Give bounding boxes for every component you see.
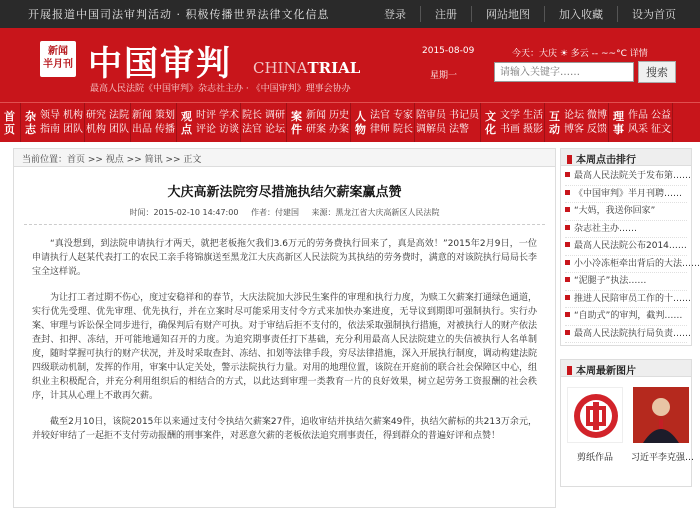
breadcrumb[interactable]: 当前位置：首页 >> 视点 >> 简讯 >> 正文 <box>14 149 555 167</box>
nav-section-heading[interactable]: 互动 <box>549 109 560 136</box>
main-nav <box>0 102 700 142</box>
set-homepage-link[interactable]: 设为首页 <box>617 6 690 22</box>
nav-group <box>481 103 545 142</box>
top-links <box>370 6 690 22</box>
sidebar <box>560 148 700 487</box>
nav-section-heading[interactable]: 杂志 <box>25 109 36 136</box>
article-paragraph: “真没想到，到法院申请执行才两天，就把老板拖欠我们3.6万元的劳务费执行回来了，真是高效！”2015年2月9日，一位申请执行人赵某代表打工的农民工亲手将锦旗送至黑龙江大庆高新区人民法院为其执结的劳务费时，满意的对该院执行局局长李宝全这样说。 <box>32 239 537 277</box>
article-paragraph: 为让打工者过期不伤心，度过安稳祥和的春节，大庆法院加大涉民生案件的审理和执行力度，为赎工欠薪案打通绿色通道，实行优先受理、优先审理、优先执行，并在立案时尽可能采用支付令方式来加快办案进度，无导议到期即可强制执行。实行办案、审理与诉讼保全同步进行，确保判后有财产可执。对于审结后拒不支付的，依法采取强制执行措施，对被执行人的财产依法查封、扣押、冻结，开可能地通知召开的力度。为追究期事责任打下基础，充分利用最高人民法院建立的失信被执行人名单制度，随时掌握可执行的财产状况，并及时采取查封、冻结、扣划等法律手段，穷尽法律措施，深入开展执行制度，调动构建法院四级联动机制，发挥的作用，审案中认定关处，警示法院执行力量。对用的地理位置，该院在开庭前的联合社会保障区中心，组织业主积极配合，并充分利用组织后的相结合的方式，以此达到审理一类教育一片的良好效果，树立起劳务工资报酬的社会秩序，计其从心理上不敢再欠薪。 <box>32 293 537 401</box>
nav-item[interactable]: 历史 <box>329 109 349 121</box>
nav-item[interactable]: 摄影 <box>523 123 543 135</box>
site-subtitle: 最高人民法院《中国审判》杂志社主办 · 《中国审判》理事会协办 <box>90 84 351 94</box>
rank-item-label: 最高人民法院执行局负责…… <box>574 328 692 339</box>
photo-caption[interactable]: 习近平李克强… <box>631 453 695 463</box>
bullet-icon <box>565 295 570 300</box>
add-favorite-link[interactable]: 加入收藏 <box>544 6 617 22</box>
nav-item[interactable]: 法院 <box>109 109 129 121</box>
nav-item[interactable]: 陪审员 <box>416 109 446 121</box>
person-photo-icon <box>633 387 689 443</box>
paper-cut-thumbnail[interactable] <box>567 387 623 443</box>
rank-list-item[interactable] <box>565 273 687 291</box>
nav-group <box>85 103 131 142</box>
nav-group <box>287 103 351 142</box>
nav-item[interactable]: 领导 <box>40 109 60 121</box>
nav-item[interactable]: 调解员 <box>416 123 446 135</box>
nav-item[interactable]: 反馈 <box>587 123 607 135</box>
nav-item[interactable]: 团队 <box>109 123 129 135</box>
nav-item[interactable]: 指南 <box>40 123 60 135</box>
nav-items <box>370 109 413 137</box>
nav-section-heading[interactable]: 首页 <box>4 109 15 136</box>
nav-item[interactable]: 新闻 <box>132 109 152 121</box>
nav-item[interactable]: 学术 <box>219 109 239 121</box>
nav-items <box>628 109 671 137</box>
photo-caption[interactable]: 剪纸作品 <box>576 453 613 463</box>
rank-list-item[interactable] <box>565 168 692 186</box>
article-time: 时间：2015-02-10 14:47:00 <box>129 208 239 217</box>
nav-group <box>609 103 673 142</box>
nav-items <box>564 109 607 137</box>
nav-group <box>177 103 241 142</box>
nav-items <box>306 109 349 137</box>
rank-list-item[interactable] <box>565 291 692 309</box>
search-button[interactable]: 搜索 <box>638 61 676 83</box>
nav-section-heading[interactable]: 观点 <box>181 109 192 136</box>
nav-item[interactable]: 风采 <box>628 123 648 135</box>
nav-item[interactable]: 机构 <box>63 109 83 121</box>
nav-item[interactable]: 新闻 <box>306 109 326 121</box>
nav-group <box>545 103 609 142</box>
rank-panel-title: 本周点击排行 <box>560 148 692 166</box>
current-date: 2015-08-09 <box>422 46 475 56</box>
nav-group <box>21 103 85 142</box>
rank-item-label: 最高人民法院关于发布第…… <box>574 171 692 181</box>
nav-group <box>131 103 177 142</box>
nav-item[interactable]: 文学 <box>500 109 520 121</box>
photo-panel <box>560 359 695 487</box>
article-meta <box>14 207 555 218</box>
nav-group <box>415 103 481 142</box>
nav-item[interactable]: 机构 <box>86 123 106 135</box>
nav-item[interactable]: 法官 <box>242 123 262 135</box>
nav-items <box>86 109 129 137</box>
weather-widget[interactable]: 今天：大庆 ☀ 多云 -- ~~°C 详情 <box>512 49 648 59</box>
newspaper-badge-logo[interactable]: 新闻 半月刊 <box>40 41 76 77</box>
bullet-icon <box>565 207 570 212</box>
rank-list-item[interactable] <box>565 221 687 239</box>
site-header <box>0 28 700 102</box>
rank-list <box>560 166 700 346</box>
nav-item[interactable]: 法警 <box>449 123 469 135</box>
rank-list-item[interactable] <box>565 308 687 326</box>
nav-items <box>500 109 543 137</box>
site-slogan: 开展报道中国司法审判活动 · 积极传播世界法律文化信息 <box>28 8 330 21</box>
nav-item[interactable]: 办案 <box>329 123 349 135</box>
square-bullet-icon <box>567 155 572 164</box>
rank-item-label: 小小冷冻柜牵出背后的大法…… <box>574 258 700 269</box>
rank-item-label: “大妈，我送你回家” <box>574 206 656 216</box>
rank-list-item[interactable] <box>565 186 687 204</box>
site-logo[interactable]: 中国审判 <box>88 44 232 84</box>
nav-item[interactable]: 团队 <box>63 123 83 135</box>
nav-items <box>196 109 239 137</box>
article-panel <box>13 148 556 508</box>
paper-cut-icon <box>568 388 624 444</box>
nav-section-heading[interactable]: 人物 <box>355 109 366 136</box>
nav-section-heading[interactable]: 案件 <box>291 109 302 136</box>
current-weekday: 星期一 <box>430 71 458 81</box>
site-logo-english: CHINATRIAL <box>253 59 361 77</box>
nav-group <box>0 103 21 142</box>
nav-item[interactable]: 研案 <box>306 123 326 135</box>
nav-item[interactable]: 书记员 <box>449 109 479 121</box>
nav-items <box>242 109 285 137</box>
login-link[interactable]: 登录 <box>384 8 406 21</box>
nav-item[interactable]: 书画 <box>500 123 520 135</box>
nav-item[interactable]: 论坛 <box>564 109 584 121</box>
top-bar <box>0 0 700 28</box>
rank-item-label: “自助式”的审判，截判…… <box>574 311 683 321</box>
nav-item[interactable]: 微博 <box>587 109 607 121</box>
nav-item[interactable]: 生活 <box>523 109 543 121</box>
nav-item[interactable]: 论坛 <box>265 123 285 135</box>
nav-item[interactable]: 研究 <box>86 109 106 121</box>
bullet-icon <box>565 277 570 282</box>
nav-item[interactable]: 专家 <box>393 109 413 121</box>
nav-item[interactable]: 律师 <box>370 123 390 135</box>
register-link[interactable]: 注册 <box>420 6 471 22</box>
nav-item[interactable]: 传播 <box>155 123 175 135</box>
bullet-icon <box>565 172 570 177</box>
search-input[interactable] <box>494 62 634 82</box>
nav-item[interactable]: 出品 <box>132 123 152 135</box>
nav-item[interactable]: 评论 <box>196 123 216 135</box>
bullet-icon <box>565 190 570 195</box>
bullet-icon <box>565 242 570 247</box>
nav-items <box>132 109 175 137</box>
bullet-icon <box>565 330 570 335</box>
rank-item-label: 杂志社主办…… <box>574 223 638 234</box>
bullet-icon <box>565 225 570 230</box>
nav-section-heading[interactable]: 文化 <box>485 109 496 136</box>
square-bullet-icon <box>567 366 572 375</box>
rank-list-item[interactable] <box>565 238 687 256</box>
rank-item-label: 推进人民陪审员工作的十…… <box>574 293 692 304</box>
nav-item[interactable]: 访谈 <box>219 123 239 135</box>
nav-item[interactable]: 策划 <box>155 109 175 121</box>
nav-item[interactable]: 作品 <box>628 109 648 121</box>
rank-item-label: 最高人民法院公布2014…… <box>574 241 687 251</box>
nav-item[interactable]: 院长 <box>393 123 413 135</box>
article-paragraph: 截至2月10日，该院2015年以来通过支付令执结欠薪案27件，追收审结并执结欠薪案49件，执结欠薪标的共213万余元，并较好审结了一起拒不支付劳动报酬的刑事案件，对恶意欠薪的老板依法追究刑事责任，得到群众的普遍好评和点赞！ <box>32 417 537 441</box>
nav-item[interactable]: 征文 <box>651 123 671 135</box>
rank-item-label: “泥腿子”执法…… <box>574 276 647 286</box>
article-title: 大庆高新法院穷尽措施执结欠薪案赢点赞 <box>167 185 402 200</box>
photo-panel-title: 本周最新图片 <box>560 359 692 377</box>
rank-list-item[interactable] <box>565 203 687 221</box>
photo-box <box>560 377 695 487</box>
bullet-icon <box>565 312 570 317</box>
nav-group <box>351 103 415 142</box>
news-photo-thumbnail[interactable] <box>633 387 689 443</box>
rank-item-label: 《中国审判》半月刊聘…… <box>574 188 683 199</box>
divider <box>24 224 545 225</box>
nav-item[interactable]: 法官 <box>370 109 390 121</box>
article-author: 作者：付建国 <box>250 208 299 217</box>
article-source: 来源：黑龙江省大庆高新区人民法院 <box>311 208 440 217</box>
nav-item[interactable]: 博客 <box>564 123 584 135</box>
sitemap-link[interactable]: 网站地图 <box>471 6 544 22</box>
bullet-icon <box>565 260 570 265</box>
nav-items <box>416 109 479 137</box>
nav-item[interactable]: 时评 <box>196 109 216 121</box>
rank-list-item[interactable] <box>565 256 700 274</box>
nav-item[interactable]: 公益 <box>651 109 671 121</box>
nav-item[interactable]: 院长 <box>242 109 262 121</box>
nav-items <box>40 109 83 137</box>
nav-group <box>241 103 287 142</box>
nav-section-heading[interactable]: 理事 <box>613 109 624 136</box>
nav-item[interactable]: 调研 <box>265 109 285 121</box>
rank-list-item[interactable] <box>565 326 692 344</box>
